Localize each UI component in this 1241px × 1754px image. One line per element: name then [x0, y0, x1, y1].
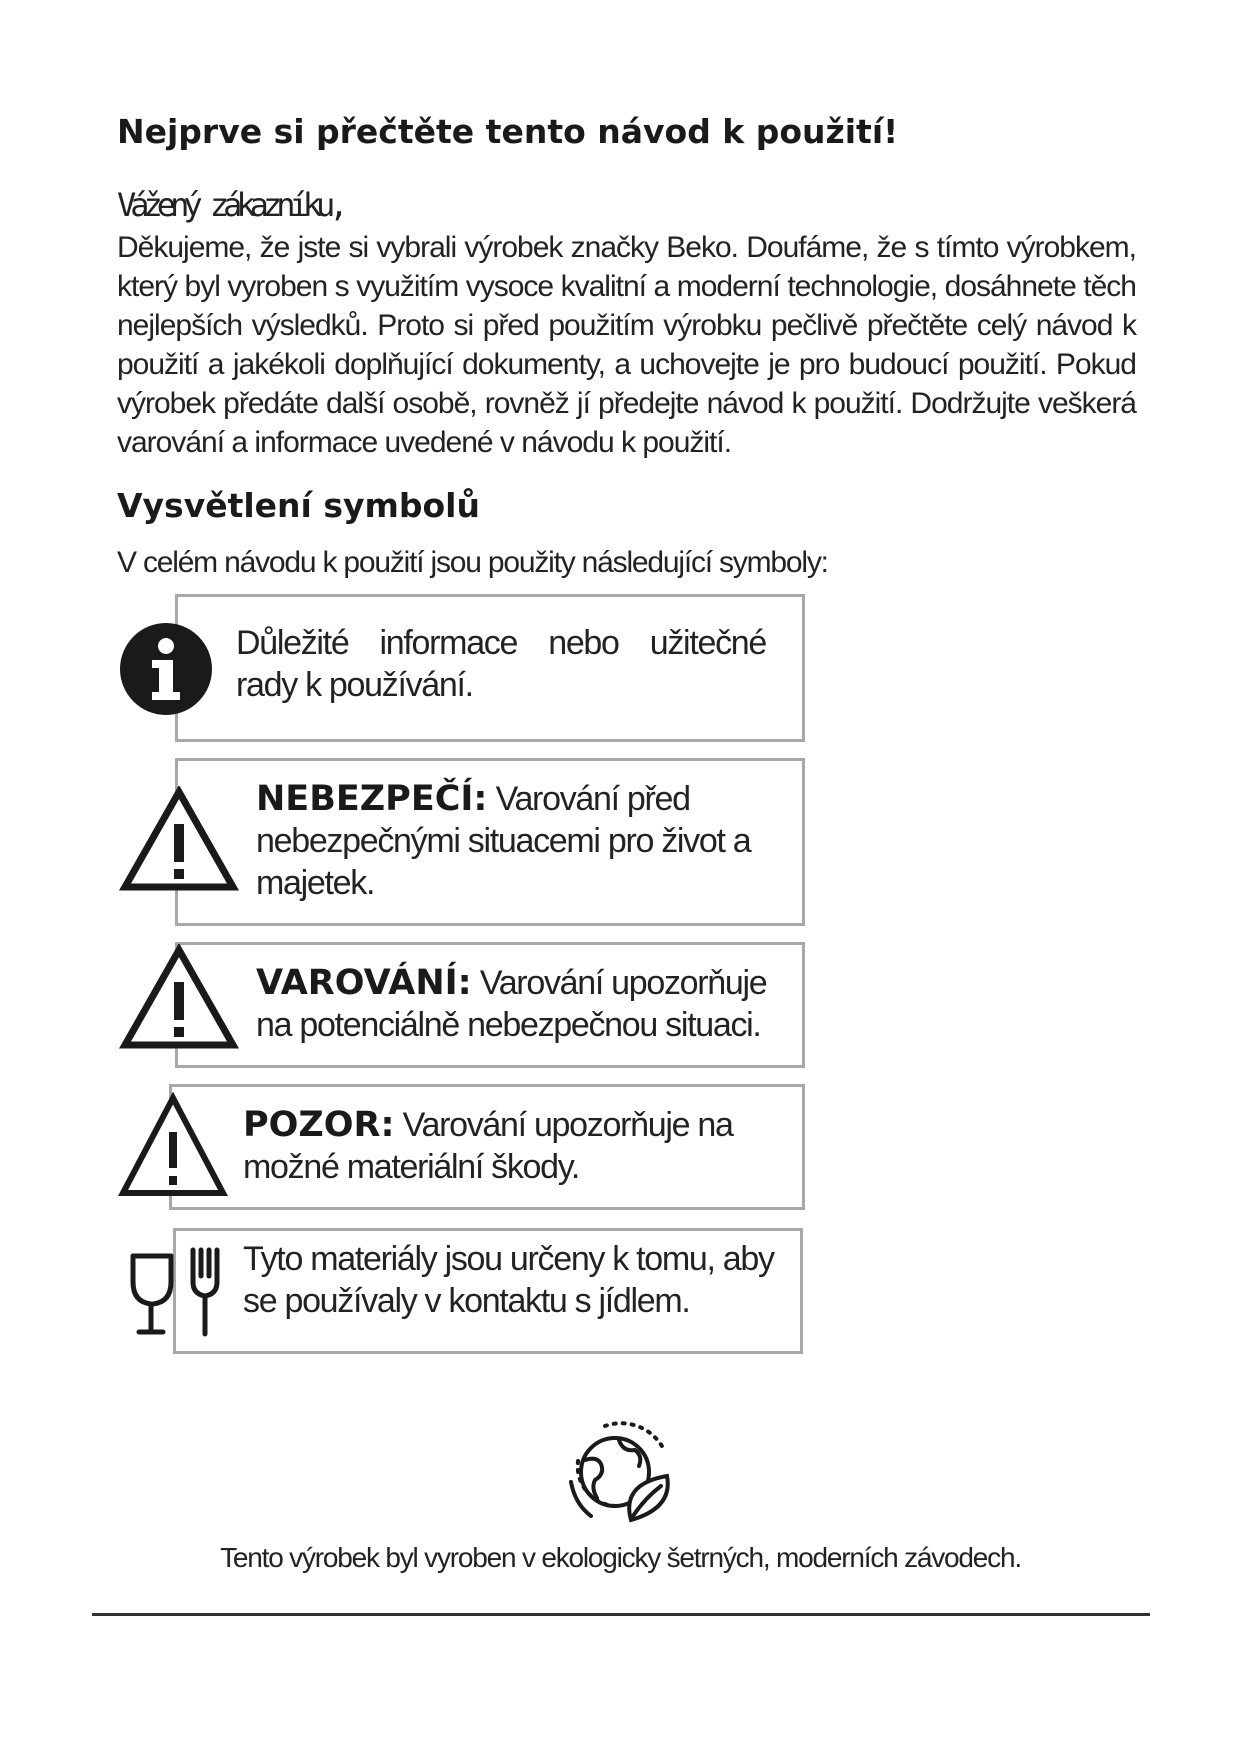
food-contact-icon — [127, 1242, 227, 1338]
symbol-description: Tyto materiály jsou určeny k tomu, aby se používaly v kontaktu s jídlem. — [243, 1240, 774, 1320]
symbol-label: POZOR: — [243, 1105, 395, 1145]
symbol-description: Varování upozorňuje na možné materiální škody. — [243, 1106, 733, 1186]
warning-triangle-icon — [117, 1092, 229, 1200]
eco-statement: Tento výrobek byl vyroben v ekologicky šetrných, moderních závodech. — [220, 1542, 1021, 1573]
greeting: Vážený zákazníku, — [117, 186, 343, 224]
symbol-text-danger — [256, 778, 786, 904]
warning-triangle-icon — [119, 944, 239, 1052]
page-title: Nejprve si přečtěte tento návod k použití! — [117, 112, 899, 151]
symbol-description: Varování před nebezpečnými situacemi pro život a majetek. — [256, 780, 751, 902]
symbol-text-caution — [243, 1104, 783, 1188]
eco-globe-leaf-icon — [561, 1412, 681, 1532]
symbols-intro: V celém návodu k použití jsou použity následující symboly: — [117, 546, 828, 579]
intro-paragraph: Děkujeme, že jste si vybrali výrobek značky Beko. Doufáme, že s tímto výrobkem, který byl vyroben s využitím vysoce kvalitní a moderní technologie, dosáhnete těch nejlepších výsledků. Proto si před použitím výrobku pečlivě přečtěte celý návod k použití a jakékoli doplňující dokumenty, a uchovejte je pro budoucí použití. Pokud výrobek předáte další osobě, rovněž jí předejte návod k použití. Dodržujte veškerá varování a informace uvedené v návodu k použití. — [117, 231, 1136, 459]
symbol-text-food-contact — [243, 1238, 783, 1322]
warning-triangle-icon — [119, 786, 239, 894]
footer-divider — [92, 1613, 1150, 1616]
info-icon — [119, 622, 213, 716]
symbols-heading: Vysvětlení symbolů — [117, 486, 480, 525]
symbol-label: VAROVÁNÍ: — [256, 963, 472, 1003]
symbol-text-info — [236, 622, 766, 706]
symbol-text-warning — [256, 962, 786, 1046]
symbol-label: NEBEZPEČÍ: — [256, 779, 488, 819]
symbol-description: Varování upozorňuje na potenciálně nebezpečnou situaci. — [256, 964, 767, 1044]
symbol-description: Důležité informace nebo užitečné rady k používání. — [236, 624, 766, 704]
